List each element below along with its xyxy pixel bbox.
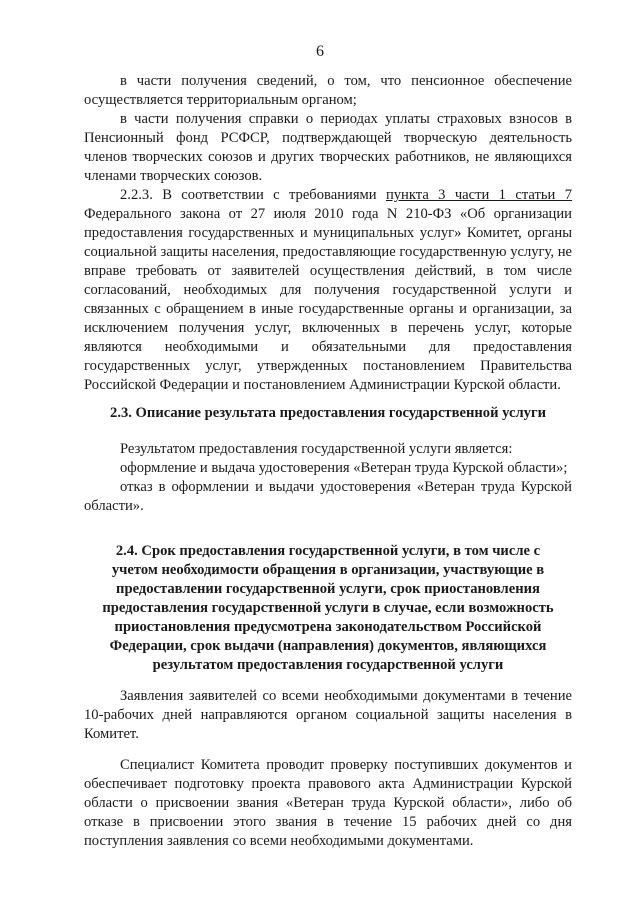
- section-2-3-paragraph-1: Результатом предоставления государственной услуги является:: [120, 441, 513, 457]
- page-number: 6: [316, 43, 324, 60]
- intro-paragraph-2: в части получения справки о периодах уплаты страховых взносов в Пенсионный фонд РСФСР, подтверждающей творческую деятельность членов творческих союзов и других творческих работников, не являющихся членами творческих союзов.: [84, 111, 572, 184]
- law-reference-link[interactable]: пункта 3 части 1 статьи 7: [385, 187, 572, 203]
- section-2-3-paragraph-2: оформление и выдача удостоверения «Ветеран труда Курской области»;: [120, 460, 568, 476]
- clause-2-2-3: [84, 186, 572, 395]
- section-2-4-heading: 2.4. Срок предоставления государственной услуги, в том числе с учетом необходимости обращения в организации, участвующие в предоставлении государственной услуги, срок приостановления предоставления государственной услуги в случае, если возможность приостановления предусмотрена законодательством Российской Федерации, срок выдачи (направления) документов, являющихся результатом предоставления государственной услуги: [102, 543, 554, 673]
- section-2-3-body: [84, 440, 572, 516]
- section-2-4: [100, 542, 556, 675]
- clause-2-2-3-lead: 2.2.3. В соответствии с требованиями: [120, 187, 386, 203]
- intro-paragraph-1: в части получения сведений, о том, что пенсионное обеспечение осуществляется территориальным органом;: [84, 73, 572, 108]
- section-2-3-heading: 2.3. Описание результата предоставления государственной услуги: [110, 405, 546, 421]
- clause-2-2-3-text: Федерального закона от 27 июля 2010 года N 210-ФЗ «Об организации предоставления государственных и муниципальных услуг» Комитет, органы социальной защиты населения, предоставляющие государственную услугу, не вправе требовать от заявителей осуществления действий, в том числе согласований, необходимых для получения государственной услуги и связанных с обращением в иные государственные органы и организации, за исключением получения услуг, включенных в перечень услуг, которые являются необходимыми и обязательными для предоставления государственных услуг, утвержденных постановлением Правительства Российской Федерации и постановлением Администрации Курской области.: [84, 206, 572, 393]
- section-2-4-body: [84, 687, 572, 851]
- intro-block: [84, 72, 572, 395]
- section-2-4-paragraph-1: Заявления заявителей со всеми необходимыми документами в течение 10-рабочих дней направляются органом социальной защиты населения в Комитет.: [84, 688, 572, 742]
- section-2-4-paragraph-2: Специалист Комитета проводит проверку поступивших документов и обеспечивает подготовку проекта правового акта Администрации Курской области о присвоении звания «Ветеран труда Курской области», либо об отказе в присвоении этого звания в течение 15 рабочих дней со дня поступления заявления со всеми необходимыми документами.: [84, 757, 572, 849]
- section-2-3: [84, 404, 572, 423]
- section-2-3-paragraph-3: отказ в оформлении и выдачи удостоверения «Ветеран труда Курской области».: [84, 479, 572, 514]
